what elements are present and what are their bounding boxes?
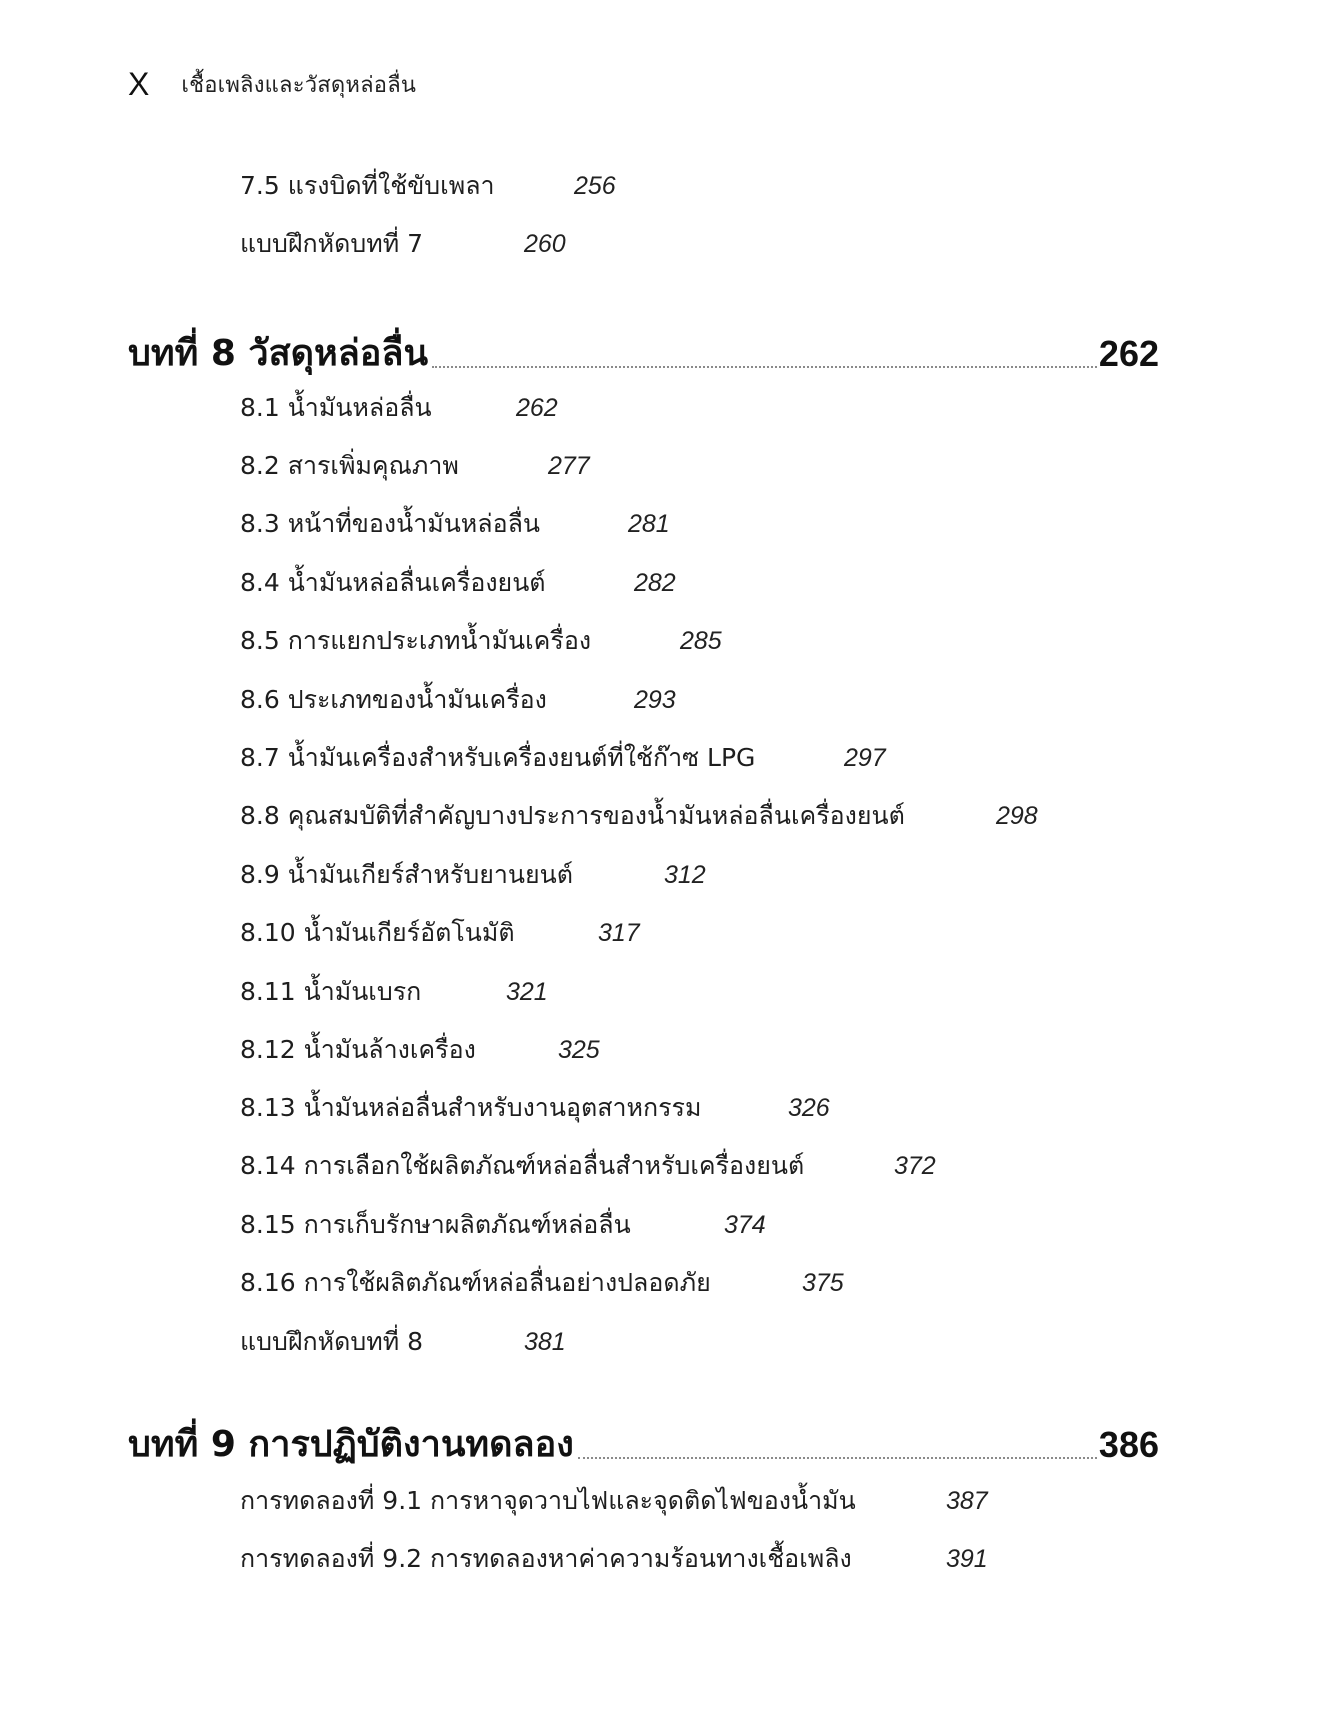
toc-entry-7-5[interactable] [240,168,616,204]
toc-entry-8-12[interactable] [240,1032,600,1068]
toc-entry-page: 387 [946,1486,988,1515]
toc-entry-label: การทดลองที่ 9.2 การทดลองหาค่าความร้อนทางเชื้อเพลิง [240,1544,852,1573]
toc-entry-page: 285 [680,626,722,655]
toc-entry-8-11[interactable] [240,974,548,1010]
toc-entry-8-7[interactable] [240,740,886,776]
toc-entry-8-4[interactable] [240,565,676,601]
toc-entry-page: 282 [634,568,676,597]
toc-entry-8-8[interactable] [240,798,1038,834]
toc-entry-page: 391 [946,1544,988,1573]
book-title: เชื้อเพลิงและวัสดุหล่อลื่น [181,72,417,98]
toc-entry-label: แบบฝึกหัดบทที่ 8 [240,1327,424,1356]
toc-entry-8-6[interactable] [240,682,676,718]
toc-entry-label: 8.6 ประเภทของน้ำมันเครื่อง [240,685,547,714]
dot-leader [578,1457,1097,1459]
toc-entry-label: 8.15 การเก็บรักษาผลิตภัณฑ์หล่อลื่น [240,1210,631,1239]
toc-entry-label: 8.11 น้ำมันเบรก [240,977,422,1006]
toc-entry-label: 8.3 หน้าที่ของน้ำมันหล่อลื่น [240,509,541,538]
chapter-title: บทที่ 9 การปฏิบัติงานทดลอง [128,1424,574,1465]
toc-entry-page: 262 [516,393,558,422]
dot-leader [432,366,1097,368]
toc-entry-8-13[interactable] [240,1090,830,1126]
toc-entry-label: 8.2 สารเพิ่มคุณภาพ [240,451,459,480]
toc-entry-label: 7.5 แรงบิดที่ใช้ขับเพลา [240,171,495,200]
toc-entry-page: 326 [788,1093,830,1122]
toc-entry-page: 281 [628,509,670,538]
toc-entry-page: 260 [524,229,566,258]
toc-entry-page: 297 [844,743,886,772]
toc-entry-8-16[interactable] [240,1265,844,1301]
toc-entry-label: 8.8 คุณสมบัติที่สำคัญบางประการของน้ำมันหล่อลื่นเครื่องยนต์ [240,801,905,830]
toc-entry-label: 8.1 น้ำมันหล่อลื่น [240,393,432,422]
toc-chapter-8[interactable] [128,322,1159,376]
toc-entry-label: 8.16 การใช้ผลิตภัณฑ์หล่อลื่นอย่างปลอดภัย [240,1268,711,1297]
toc-entry-page: 381 [524,1327,566,1356]
toc-entry-8-2[interactable] [240,448,590,484]
page-number: X [128,65,150,102]
toc-entry-page: 312 [664,860,706,889]
toc-entry-8-1[interactable] [240,390,558,426]
toc-entry-page: 256 [574,171,616,200]
chapter-page: 262 [1098,333,1159,374]
chapter-title: บทที่ 8 วัสดุหล่อลื่น [128,333,429,374]
toc-entry-label: 8.10 น้ำมันเกียร์อัตโนมัติ [240,918,515,947]
toc-chapter-9[interactable] [128,1413,1159,1467]
toc-entry-8-10[interactable] [240,915,640,951]
toc-entry-8-3[interactable] [240,506,670,542]
toc-entry-8-5[interactable] [240,623,722,659]
toc-entry-experiment-9-1[interactable] [240,1483,988,1519]
toc-entry-page: 372 [894,1151,936,1180]
toc-entry-label: 8.14 การเลือกใช้ผลิตภัณฑ์หล่อลื่นสำหรับเครื่องยนต์ [240,1151,805,1180]
running-head [128,64,416,104]
toc-entry-experiment-9-2[interactable] [240,1541,988,1577]
toc-entry-label: 8.7 น้ำมันเครื่องสำหรับเครื่องยนต์ที่ใช้ก๊าซ LPG [240,743,756,772]
toc-entry-page: 325 [558,1035,600,1064]
toc-entry-page: 317 [598,918,640,947]
toc-entry-label: 8.5 การแยกประเภทน้ำมันเครื่อง [240,626,592,655]
toc-entry-label: แบบฝึกหัดบทที่ 7 [240,229,424,258]
toc-entry-page: 374 [724,1210,766,1239]
toc-entry-exercise-7[interactable] [240,226,566,262]
toc-entry-page: 375 [802,1268,844,1297]
chapter-page: 386 [1098,1424,1159,1465]
toc-entry-8-14[interactable] [240,1148,936,1184]
toc-entry-page: 277 [548,451,590,480]
toc-entry-page: 321 [506,977,548,1006]
toc-entry-label: 8.12 น้ำมันล้างเครื่อง [240,1035,476,1064]
toc-entry-page: 298 [996,801,1038,830]
toc-entry-exercise-8[interactable] [240,1324,566,1360]
toc-entry-label: 8.9 น้ำมันเกียร์สำหรับยานยนต์ [240,860,573,889]
toc-entry-label: 8.13 น้ำมันหล่อลื่นสำหรับงานอุตสาหกรรม [240,1093,702,1122]
toc-entry-8-15[interactable] [240,1207,766,1243]
toc-entry-label: 8.4 น้ำมันหล่อลื่นเครื่องยนต์ [240,568,546,597]
toc-entry-page: 293 [634,685,676,714]
toc-entry-8-9[interactable] [240,857,706,893]
toc-entry-label: การทดลองที่ 9.1 การหาจุดวาบไฟและจุดติดไฟของน้ำมัน [240,1486,856,1515]
